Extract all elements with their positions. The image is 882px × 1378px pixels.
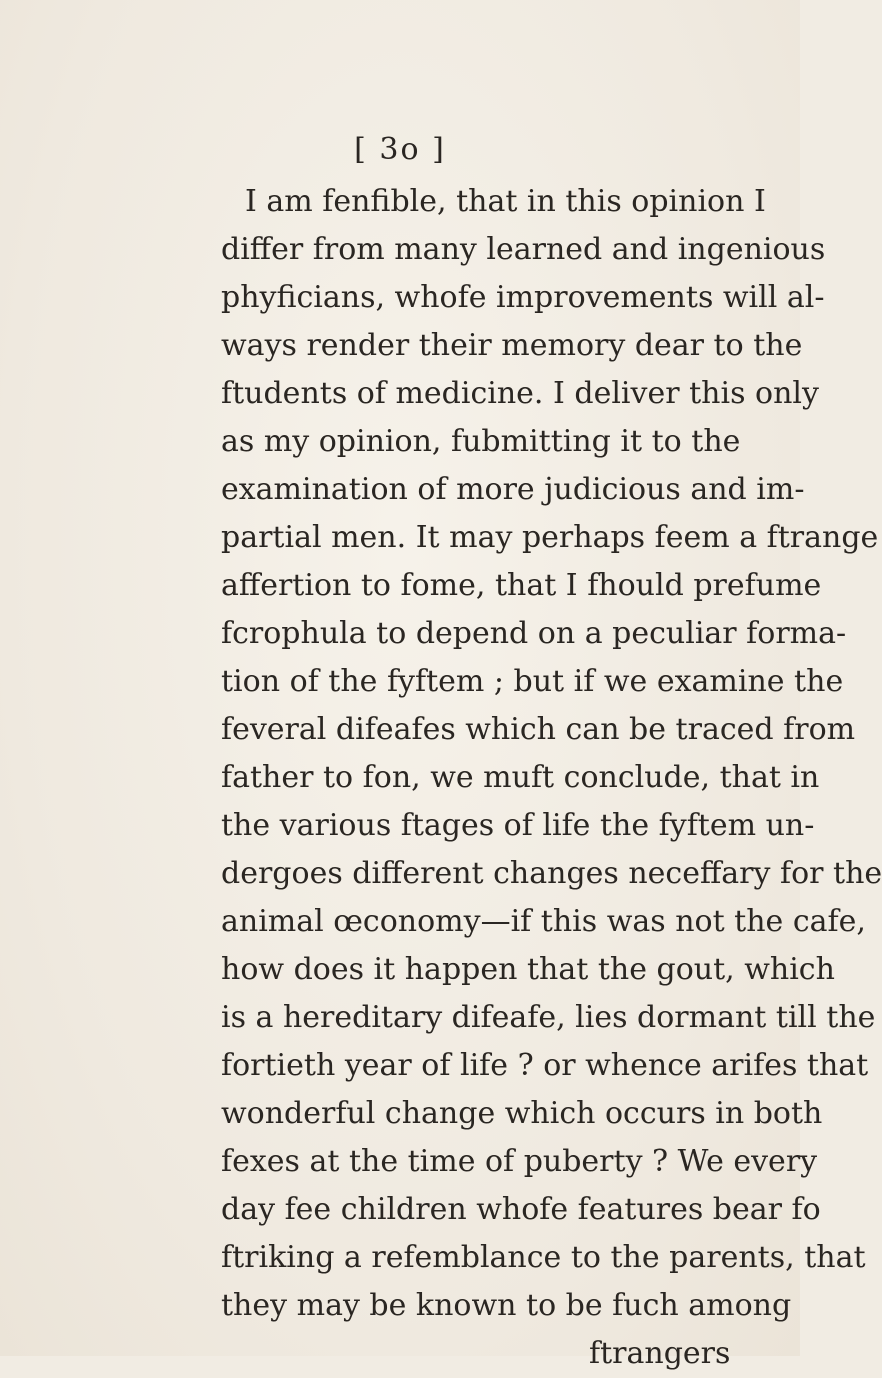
text-line: phyficians, whofe improvements will al- — [221, 280, 825, 315]
text-line: father to fon, we muft conclude, that in — [221, 760, 820, 795]
text-line: examination of more judicious and im- — [221, 472, 805, 507]
text-line: how does it happen that the gout, which — [221, 952, 835, 987]
text-line: feveral difeafes which can be traced from — [221, 712, 856, 747]
text-line: day fee children whofe features bear fo — [221, 1192, 821, 1227]
text-line: dergoes different changes neceffary for the — [221, 856, 882, 891]
text-line: ftriking a refemblance to the parents, that — [221, 1240, 866, 1275]
text-line: tion of the fyftem ; but if we examine the — [221, 664, 844, 699]
text-line: animal œconomy—if this was not the cafe, — [221, 904, 866, 939]
text-line: the various ftages of life the fyftem un- — [221, 808, 815, 843]
text-line: partial men. It may perhaps feem a ftrange — [221, 520, 879, 555]
text-line: they may be known to be fuch among — [221, 1288, 792, 1323]
text-line: ftudents of medicine. I deliver this only — [221, 376, 819, 411]
text-line: ways render their memory dear to the — [221, 328, 803, 363]
text-line: fexes at the time of puberty ? We every — [221, 1144, 818, 1179]
text-line: differ from many learned and ingenious — [221, 232, 826, 267]
text-line: as my opinion, fubmitting it to the — [221, 424, 741, 459]
page-number-header: [ 3o ] — [354, 132, 446, 167]
text-line: wonderful change which occurs in both — [221, 1096, 823, 1131]
catchword: ftrangers — [589, 1336, 731, 1371]
text-line: fcrophula to depend on a peculiar forma- — [221, 616, 847, 651]
text-line: I am fenfible, that in this opinion I — [245, 184, 766, 219]
text-line: fortieth year of life ? or whence arifes that — [221, 1048, 869, 1083]
text-line: affertion to fome, that I fhould prefume — [221, 568, 822, 603]
text-line: is a hereditary difeafe, lies dormant till the — [221, 1000, 876, 1035]
